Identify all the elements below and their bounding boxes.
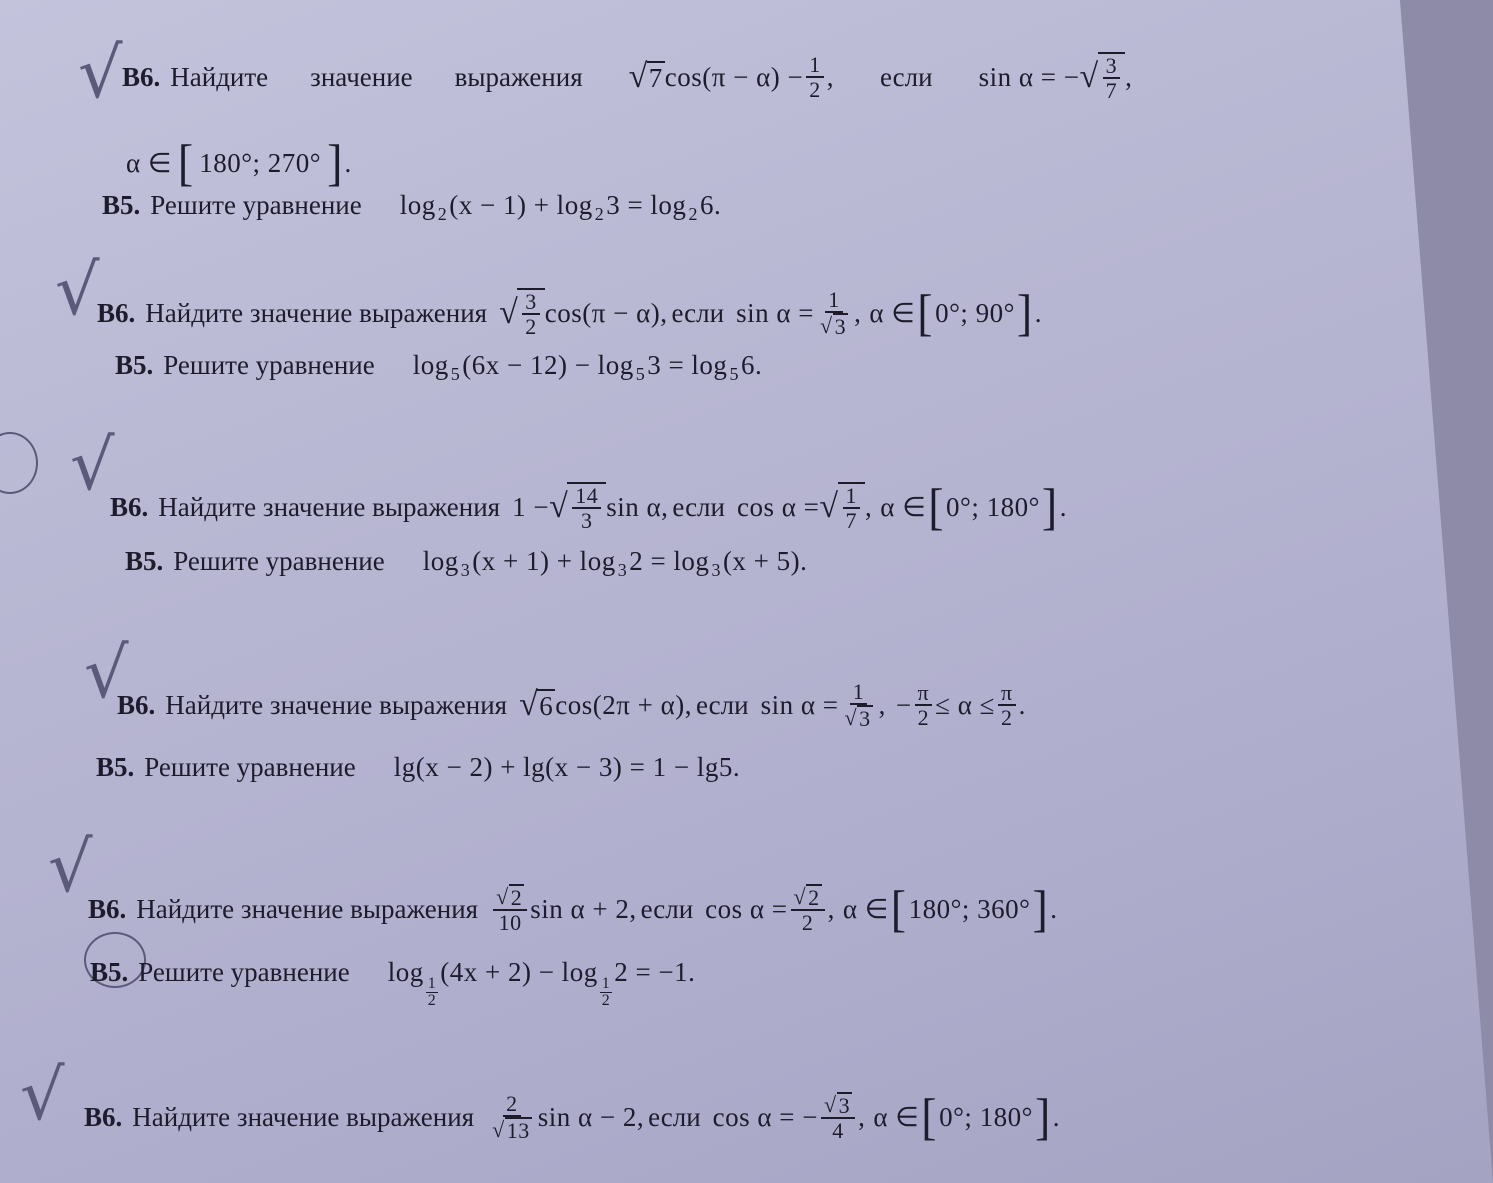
condition-math: sin α = 1 √ 3 , − $\frac{\pi}{2}$ ≤ α ≤ $\frac{\pi}{2}$ . xyxy=(760,679,1026,732)
problem-b5-3: В5. Решите уравнение log 3 (x + 1) + log 3 2 = log 3 (x + 5). xyxy=(125,546,808,580)
condition-math: sin α = 1 √ 3 , α ∈ [ 0°; 90° ] . xyxy=(736,284,1042,341)
problem-b6-2: В6. Найдите значение выражения √ $\frac{3}{2}$ cos(π − α), если sin α = 1 √ 3 , α ∈ [ 0°; 90° ] . xyxy=(97,284,1042,341)
problem-b6-6: В6. Найдите значение выражения 2 √ 13 sin α − 2, если cos α = − √ 3 4 , α ∈ [ 0°; 180° ] . xyxy=(84,1088,1061,1145)
check-mark-icon: √ xyxy=(78,32,123,114)
word-find: Найдите xyxy=(170,61,269,92)
problem-b6-1 xyxy=(122,52,1136,102)
problem-b5-4: В5. Решите уравнение lg(x − 2) + lg(x − 3) = 1 − lg5. xyxy=(96,752,741,782)
problem-b5-1: В5. Решите уравнение log 2 (x − 1) + log 2 3 = log 2 6. xyxy=(102,190,722,224)
problem-b6-5: В6. Найдите значение выражения √ 2 10 sin α + 2, если cos α = √ 2 2 , α ∈ [ 180°; 360° ] . xyxy=(88,880,1058,937)
word-expression: выражения xyxy=(454,61,583,92)
problem-b5-2: В5. Решите уравнение log 5 (6x − 12) − log 5 3 = log 5 6. xyxy=(115,350,763,384)
check-mark-icon: √ xyxy=(48,826,93,908)
range-value: 0°; 180° xyxy=(946,491,1040,522)
equation-math: lg(x − 2) + lg(x − 3) = 1 − lg5. xyxy=(393,752,741,782)
word-value: значение xyxy=(310,61,413,92)
check-mark-icon: √ xyxy=(55,249,100,331)
expression-math: √ $\frac{3}{2}$ cos(π − α), xyxy=(499,289,668,340)
expression-math: √ 6 cos(2π + α), xyxy=(519,686,693,724)
expression-math: √ 7 cos(π − α) − $\frac{1}{2}$ , xyxy=(628,52,835,103)
check-mark-icon: √ xyxy=(20,1054,65,1136)
equation-math: log 5 (6x − 12) − log 5 3 = log 5 6. xyxy=(412,350,763,384)
check-mark-icon: √ xyxy=(84,632,129,714)
equation-math: log 2 (x − 1) + log 2 3 = log 2 6. xyxy=(399,190,722,224)
range-value: 0°; 90° xyxy=(935,297,1015,328)
condition-math: sin α = − √ $\frac{3}{7}$ , xyxy=(978,53,1133,104)
b6-label: В6. xyxy=(122,61,161,92)
expression-math: √ 2 10 sin α + 2, xyxy=(490,884,636,934)
sqrt: √ 7 xyxy=(628,58,663,96)
range-value: 180°; 270° xyxy=(199,147,322,178)
problem-b6-3: В6. Найдите значение выражения 1 − √ $\frac{14}{3}$ sin α, если cos α = √ $\frac{1}{7}$ , α ∈ [ 0°; 180° ] . xyxy=(110,478,1067,535)
expression-math: 1 − √ $\frac{14}{3}$ sin α, xyxy=(512,483,669,534)
check-mark-icon: √ xyxy=(70,424,115,506)
condition-math: cos α = √ $\frac{1}{7}$ , α ∈ [ 0°; 180° ] . xyxy=(737,478,1067,535)
expression-math: 2 √ 13 sin α − 2, xyxy=(492,1091,645,1144)
problem-b6-4: В6. Найдите значение выражения √ 6 cos(2π + α), если sin α = 1 √ 3 , − $\frac{\pi}{2}$ ≤ α ≤ $\frac{\pi}{2}$ . xyxy=(117,679,1026,732)
word-if: если xyxy=(880,61,933,92)
condition-math: cos α = √ 2 2 , α ∈ [ 180°; 360° ] . xyxy=(705,880,1058,937)
condition-math: cos α = − √ 3 4 , α ∈ [ 0°; 180° ] . xyxy=(712,1088,1061,1145)
equation-math: log 3 (x + 1) + log 3 2 = log 3 (x + 5). xyxy=(422,546,808,580)
range-value: 0°; 180° xyxy=(939,1101,1033,1132)
problem-b5-5: В5. Решите уравнение log 1 2 (4x + 2) − log 1 2 2 = −1. xyxy=(90,957,696,1009)
problem-b6-1-range: α ∈ [ 180°; 270° ] . xyxy=(126,134,352,191)
equation-math: log 1 2 (4x + 2) − log 1 2 2 = −1. xyxy=(387,957,696,1009)
word-solve: Решите уравнение xyxy=(150,190,362,220)
range-value: 180°; 360° xyxy=(908,893,1031,924)
